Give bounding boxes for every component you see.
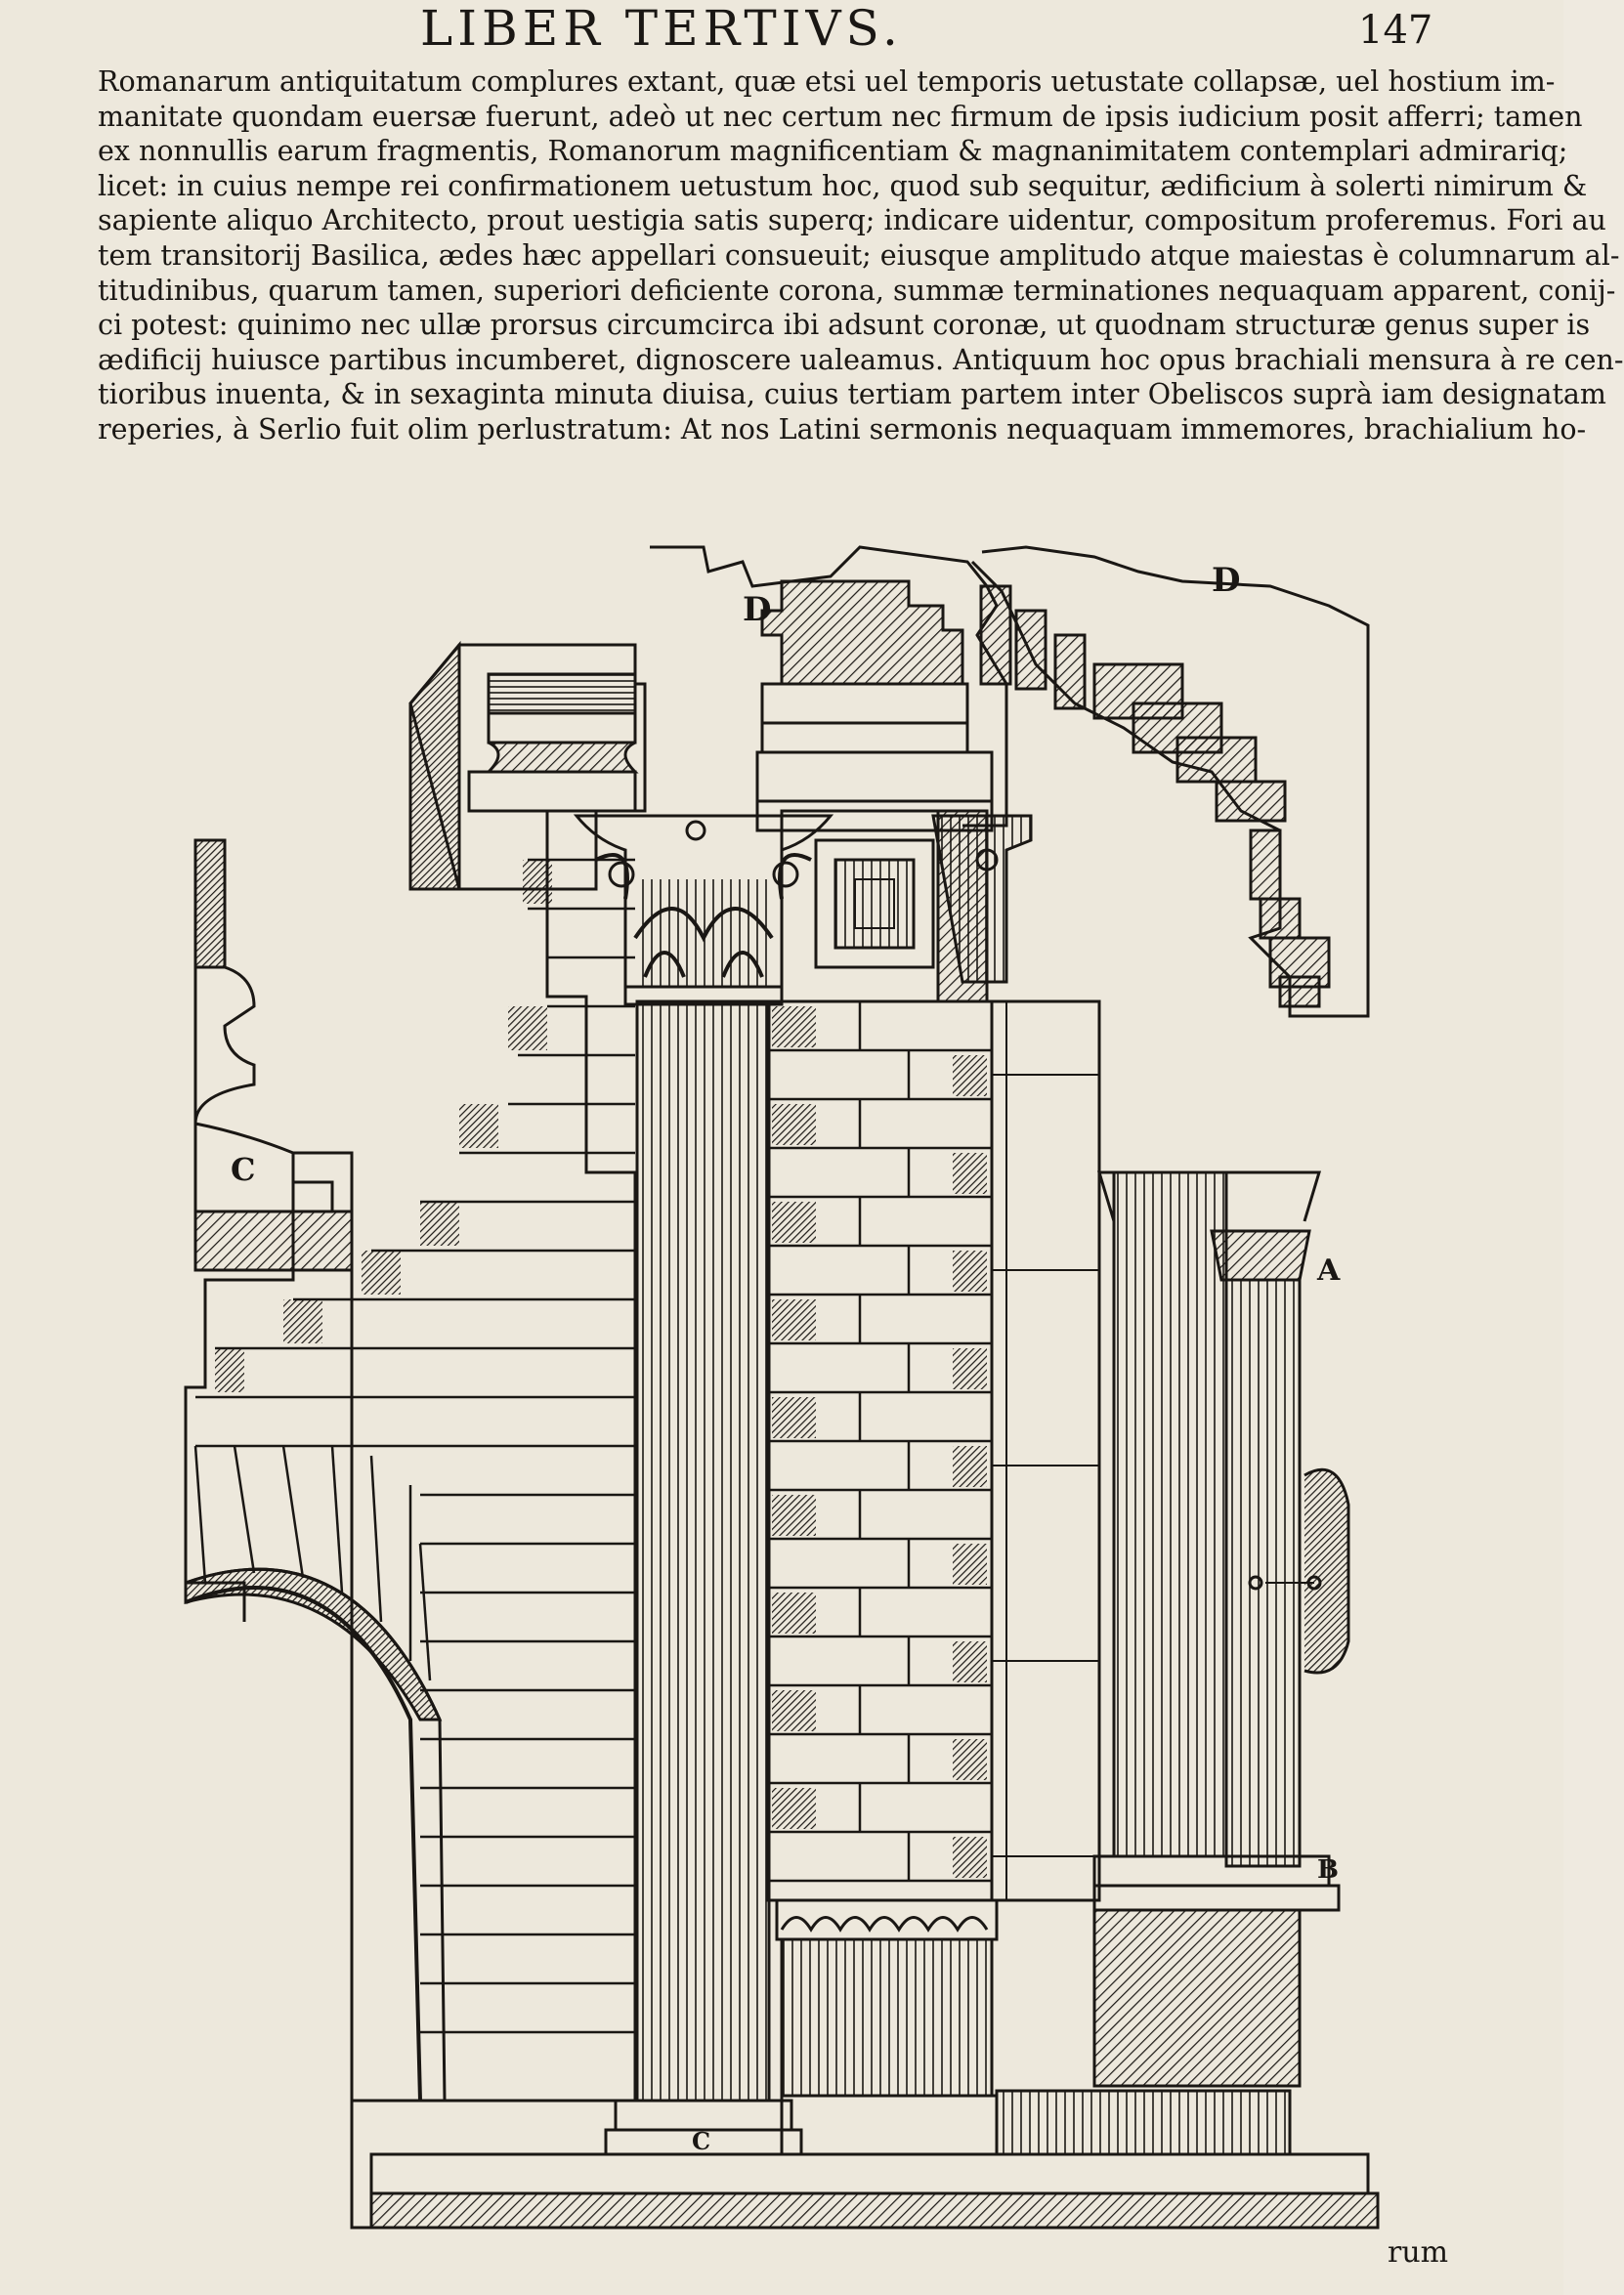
catchword: rum [1388, 2235, 1449, 2270]
text-line: ædificij huiusce partibus incumberet, dignoscere ualeamus. Antiquum hoc opus brachiali mensura à re cen- [98, 343, 1624, 376]
text-line: reperies, à Serlio fuit olim perlustratum: At nos Latini sermonis nequaquam immemores, brachialium ho- [98, 412, 1587, 446]
profile-moulding-c [195, 840, 352, 1270]
central-upper-block [757, 581, 992, 830]
brick-pier [767, 1001, 997, 2096]
text-line: titudinibus, quarum tamen, superiori deficiente corona, summæ terminationes nequaquam apparent, conij- [98, 274, 1616, 307]
text-line: licet: in cuius nempe rei confirmationem uetustum hoc, quod sub sequitur, ædificium à solerti nimirum & [98, 169, 1588, 202]
stone-arch [186, 1446, 445, 2101]
text-line: tioribus inuenta, & in sexaginta minuta diuisa, cuius tertiam partem inter Obeliscos suprà iam designatam [98, 378, 1606, 411]
text-line: manitate quondam euersæ fuerunt, adeò ut nec certum nec firmum de ipsis iudicium posit afferri; tamen [98, 100, 1583, 133]
figure-label-d: D [1212, 561, 1241, 600]
fluted-column-shaft [625, 987, 782, 2101]
text-line: sapiente aliquo Architecto, prout uestigia satis superq; indicare uidentur, compositum proferemus. Fori au [98, 204, 1606, 237]
figure-label-c: C [231, 1151, 256, 1188]
text-line: tem transitorij Basilica, ædes hæc appellari consueuit; eiusque amplitudo atque maiestas è columnarum al- [98, 238, 1620, 272]
text-line: Romanarum antiquitatum complures extant, quæ etsi uel temporis uetustate collapsæ, uel hostium im- [98, 65, 1556, 98]
corinthian-capital [577, 816, 831, 987]
figure-label-c: C [692, 2127, 711, 2155]
figure-label-d: D [743, 590, 772, 629]
figure-label-b: B [1317, 1855, 1339, 1885]
text-line: ci potest: quinimo nec ullæ prorsus circumcirca ibi adsunt coronæ, ut quodnam structuræ genus super is [98, 309, 1591, 342]
running-head: LIBER TERTIVS. [420, 0, 903, 57]
colonnade-detail [1094, 1172, 1348, 2086]
column-base [352, 2091, 1378, 2228]
page-number: 147 [1358, 8, 1433, 53]
text-line: ex nonnullis earum fragmentis, Romanorum magnificentiam & magnanimitatem contemplari admirariq; [98, 135, 1568, 168]
figure-label-a: A [1317, 1254, 1341, 1288]
left-cornice-fragment [410, 645, 645, 889]
stone-pilaster [992, 1001, 1099, 1900]
